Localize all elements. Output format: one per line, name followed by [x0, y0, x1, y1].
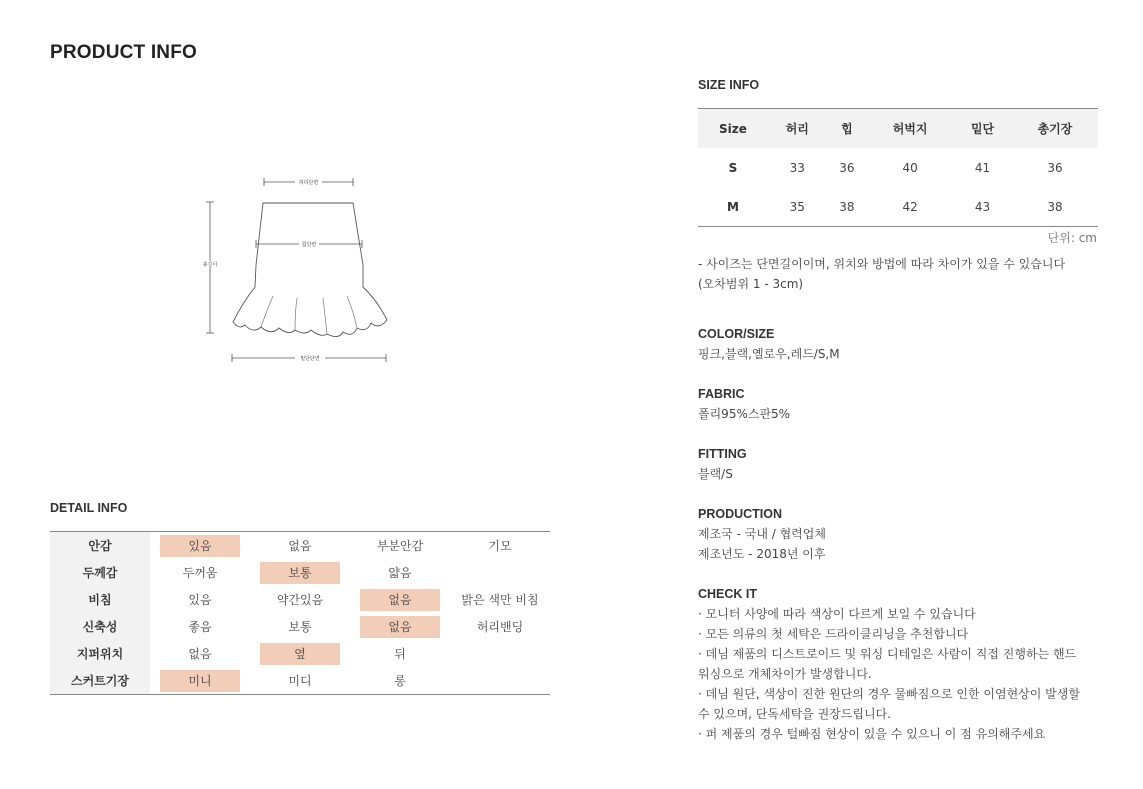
- detail-option-cell: [250, 640, 350, 667]
- detail-option-cell: [150, 559, 250, 586]
- detail-option: 보통: [288, 619, 312, 634]
- detail-option: 있음: [188, 592, 212, 607]
- fabric-value: 폴리95%스판5%: [698, 407, 791, 421]
- detail-option-cell: [450, 667, 550, 695]
- fabric-heading: FABRIC: [698, 387, 745, 401]
- size-value-cell: 35: [789, 199, 805, 214]
- detail-option-selected: 보통: [260, 562, 340, 584]
- size-value-cell: 41: [974, 160, 991, 175]
- detail-option-selected: 옆: [260, 643, 340, 665]
- detail-option-cell: [250, 613, 350, 640]
- detail-option-cell: [150, 532, 250, 560]
- check-it-line: 수 있으며, 단독세탁을 권장드립니다.: [698, 707, 891, 721]
- detail-row-label: 두께감: [50, 559, 150, 586]
- check-it-line: · 데님 원단, 색상이 진한 원단의 경우 물빠짐으로 인한 이염현상이 발생할: [698, 687, 1080, 701]
- detail-row: [50, 640, 550, 667]
- detail-option: 약간있음: [276, 592, 324, 607]
- detail-info-table: [50, 531, 550, 695]
- size-column-header: Size: [698, 109, 768, 149]
- detail-row-label: 신축성: [50, 613, 150, 640]
- check-it-heading: CHECK IT: [698, 587, 758, 601]
- detail-option: 뒤: [394, 646, 406, 661]
- detail-option-cell: [350, 532, 450, 560]
- detail-option: [460, 641, 540, 663]
- detail-row: [50, 559, 550, 586]
- detail-option-cell: [450, 559, 550, 586]
- size-note-line-2: (오차범위 1 - 3cm): [698, 277, 804, 291]
- detail-option-cell: [250, 586, 350, 613]
- detail-option-cell: [150, 640, 250, 667]
- detail-option-cell: [450, 613, 550, 640]
- detail-option-cell: [250, 667, 350, 695]
- detail-option: 얇음: [388, 565, 412, 580]
- size-info-heading: SIZE INFO: [698, 78, 760, 92]
- detail-option: [460, 668, 540, 690]
- size-label-cell: M: [726, 199, 739, 214]
- color-size-value: 핑크,블랙,옐로우,레드/S,M: [698, 347, 840, 361]
- size-column-header: 총기장: [1012, 109, 1098, 149]
- detail-option: 없음: [288, 538, 312, 553]
- detail-row-label: 안감: [50, 532, 150, 560]
- hem-label: 밑단단면: [300, 356, 320, 362]
- size-column-header: 밑단: [953, 109, 1012, 149]
- check-it-line: · 퍼 제품의 경우 털빠짐 현상이 있을 수 있으니 이 점 유의해주세요: [698, 727, 1046, 741]
- detail-option: [460, 560, 540, 582]
- check-it-line: · 모든 의류의 첫 세탁은 드라이클리닝을 추천합니다: [698, 627, 969, 641]
- size-info-table: [698, 108, 1098, 227]
- detail-option: 미디: [288, 673, 312, 688]
- detail-row-label: 스커트기장: [50, 667, 150, 695]
- hip-label: 힙단면: [301, 242, 317, 248]
- detail-option: 부분안감: [376, 538, 424, 553]
- detail-option-cell: [150, 586, 250, 613]
- size-row: [698, 187, 1098, 227]
- detail-option-selected: 미니: [160, 670, 240, 692]
- detail-row: [50, 613, 550, 640]
- detail-row-label: 지퍼위치: [50, 640, 150, 667]
- size-label-cell: S: [728, 160, 738, 175]
- waist-label: 허리단면: [298, 180, 319, 186]
- detail-option: 밝은 색만 비침: [461, 592, 539, 607]
- size-value-cell: 43: [974, 199, 991, 214]
- detail-option: 없음: [188, 646, 212, 661]
- size-value-cell: 42: [902, 199, 918, 214]
- size-value-cell: 36: [1047, 160, 1063, 175]
- size-value-cell: 33: [789, 160, 805, 175]
- detail-option-cell: [250, 559, 350, 586]
- detail-row: [50, 667, 550, 695]
- check-it-line: · 데님 제품의 디스트로이드 및 워싱 디테일은 사람이 직접 진행하는 핸드: [698, 647, 1077, 661]
- skirt-diagram: [195, 170, 395, 370]
- check-it-line: 워싱으로 개체차이가 발생합니다.: [698, 667, 872, 681]
- detail-option: 기모: [488, 538, 512, 553]
- detail-option-cell: [350, 640, 450, 667]
- size-row: [698, 148, 1098, 187]
- detail-option-cell: [450, 532, 550, 560]
- check-it-list: [698, 604, 1118, 744]
- size-column-header: 허벅지: [867, 109, 953, 149]
- size-value-cell: 38: [839, 199, 855, 214]
- size-note-line-1: - 사이즈는 단면길이이며, 위치와 방법에 따라 차이가 있을 수 있습니다: [698, 257, 1066, 271]
- detail-option-selected: 없음: [360, 616, 440, 638]
- detail-option-cell: [450, 586, 550, 613]
- detail-option: 허리밴딩: [476, 619, 524, 634]
- detail-option-cell: [350, 559, 450, 586]
- detail-option-cell: [350, 613, 450, 640]
- production-line-1: 제조국 - 국내 / 협력업체: [698, 527, 826, 541]
- size-unit: 단위: cm: [1047, 231, 1097, 245]
- detail-option: 좋음: [188, 619, 212, 634]
- detail-row: [50, 586, 550, 613]
- size-value-cell: 38: [1047, 199, 1063, 214]
- fitting-heading: FITTING: [698, 447, 747, 461]
- fitting-value: 블랙/S: [698, 467, 733, 481]
- length-label: 총길이: [202, 262, 218, 268]
- detail-option-cell: [450, 640, 550, 667]
- size-column-header: 힙: [827, 109, 867, 149]
- production-heading: PRODUCTION: [698, 507, 783, 521]
- detail-option: 롱: [394, 673, 406, 688]
- check-it-line: · 모니터 사양에 따라 색상이 다르게 보일 수 있습니다: [698, 607, 976, 621]
- detail-option-cell: [150, 613, 250, 640]
- color-size-heading: COLOR/SIZE: [698, 327, 775, 341]
- detail-option-cell: [250, 532, 350, 560]
- detail-option-cell: [350, 586, 450, 613]
- detail-row-label: 비침: [50, 586, 150, 613]
- detail-option: 두꺼움: [182, 565, 218, 580]
- production-line-2: 제조년도 - 2018년 이후: [698, 547, 826, 561]
- size-column-header: 허리: [768, 109, 827, 149]
- size-value-cell: 40: [902, 160, 918, 175]
- detail-option-cell: [150, 667, 250, 695]
- detail-info-heading: DETAIL INFO: [50, 501, 128, 515]
- detail-option-selected: 없음: [360, 589, 440, 611]
- detail-option-selected: 있음: [160, 535, 240, 557]
- page-title: PRODUCT INFO: [50, 42, 198, 63]
- detail-option-cell: [350, 667, 450, 695]
- detail-row: [50, 532, 550, 560]
- size-value-cell: 36: [839, 160, 855, 175]
